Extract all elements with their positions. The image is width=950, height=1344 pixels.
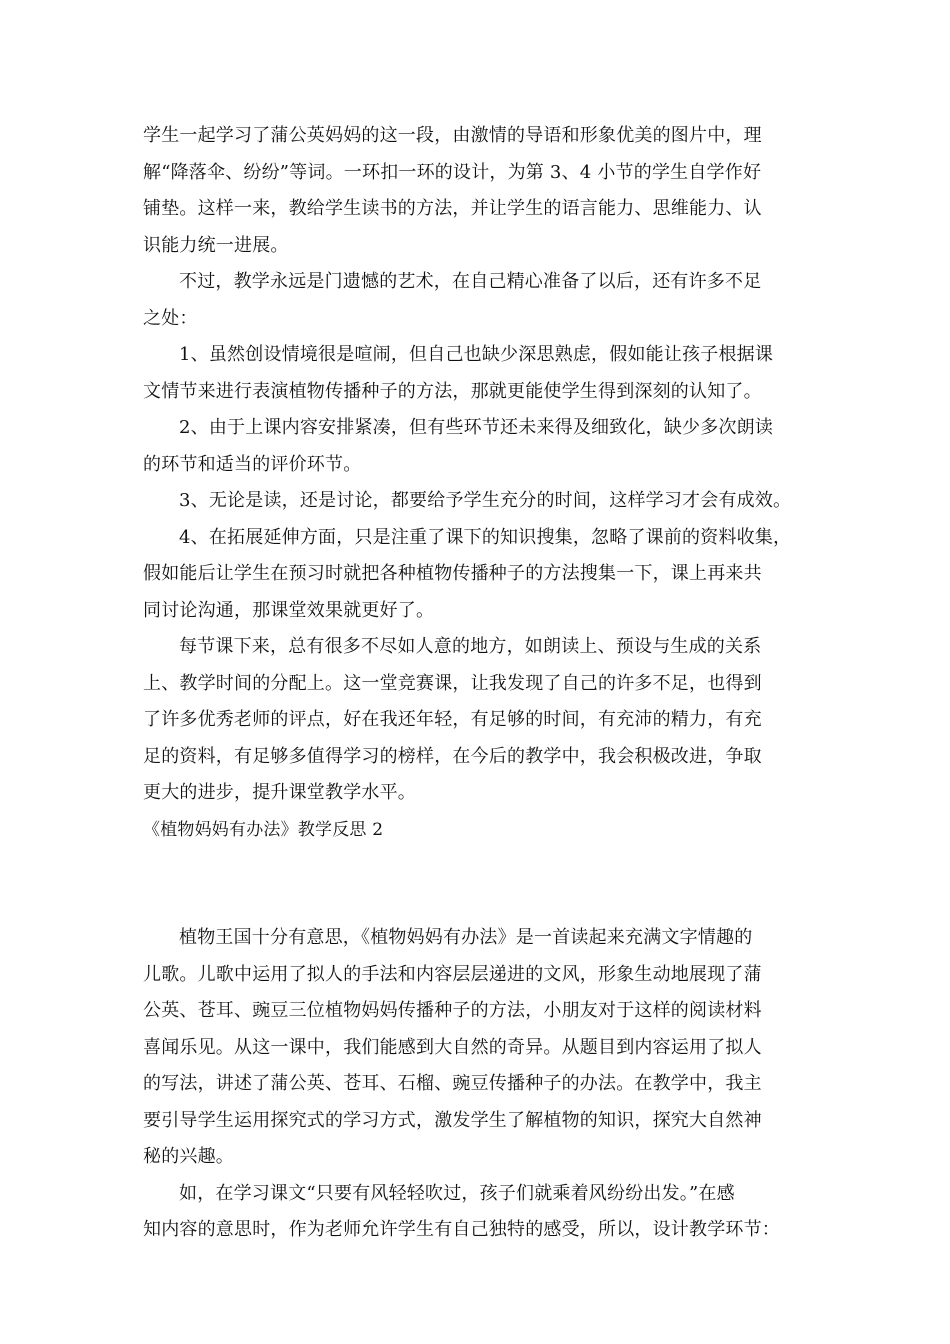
list-item-2 bbox=[143, 410, 823, 483]
text-line: 要引导学生运用探究式的学习方式，激发学生了解植物的知识，探究大自然神 bbox=[143, 1109, 762, 1131]
list-item-1 bbox=[143, 337, 823, 410]
text-line: 了许多优秀老师的评点，好在我还年轻，有足够的时间，有充沛的精力，有充 bbox=[143, 709, 762, 730]
text-line: 每节课下来，总有很多不尽如人意的地方，如朗读上、预设与生成的关系 bbox=[179, 636, 762, 657]
list-item-3 bbox=[143, 483, 823, 520]
text-line: 解“降落伞、纷纷”等词。一环扣一环的设计，为第 3、4 小节的学生自学作好 bbox=[143, 161, 762, 183]
text-line: 识能力统一进展。 bbox=[143, 234, 289, 256]
text-line: 知内容的意思时，作为老师允许学生有自己独特的感受，所以，设计教学环节： bbox=[143, 1219, 780, 1240]
text-line: 如，在学习课文“只要有风轻轻吹过，孩子们就乘着风纷纷出发。”在感 bbox=[179, 1182, 735, 1204]
text-line: 足的资料，有足够多值得学习的榜样，在今后的教学中，我会积极改进，争取 bbox=[143, 745, 762, 767]
text-line: 3、无论是读，还是讨论，都要给予学生充分的时间，这样学习才会有成效。 bbox=[179, 490, 792, 511]
text-line: 儿歌。儿歌中运用了拟人的手法和内容层层递进的文风，形象生动地展现了蒲 bbox=[143, 963, 762, 985]
text-line: 秘的兴趣。 bbox=[143, 1146, 234, 1167]
spacer bbox=[143, 848, 823, 920]
list-item-4 bbox=[143, 520, 823, 630]
text-line: 4、在拓展延伸方面，只是注重了课下的知识搜集，忽略了课前的资料收集， bbox=[179, 526, 792, 548]
paragraph-continuation bbox=[143, 118, 823, 264]
text-line: 的环节和适当的评价环节。 bbox=[143, 453, 362, 475]
paragraph-conclusion bbox=[143, 629, 823, 812]
text-line: 铺垫。这样一来，教给学生读书的方法，并让学生的语言能力、思维能力、认 bbox=[143, 198, 762, 219]
text-line: 的写法，讲述了蒲公英、苍耳、石榴、豌豆传播种子的办法。在教学中，我主 bbox=[143, 1073, 762, 1094]
text-line: 更大的进步，提升课堂教学水平。 bbox=[143, 782, 416, 803]
text-line: 1、虽然创设情境很是喧闹，但自己也缺少深思熟虑，假如能让孩子根据课 bbox=[179, 344, 774, 365]
text-line: 之处： bbox=[143, 307, 198, 329]
paragraph-intro-2 bbox=[143, 920, 823, 1176]
text-line: 植物王国十分有意思，《植物妈妈有办法》是一首读起来充满文字情趣的 bbox=[179, 927, 753, 948]
paragraph-shortcomings-intro bbox=[143, 264, 823, 337]
text-line: 同讨论沟通，那课堂效果就更好了。 bbox=[143, 599, 435, 621]
paragraph-example bbox=[143, 1176, 823, 1249]
text-line: 假如能后让学生在预习时就把各种植物传播种子的方法搜集一下，课上再来共 bbox=[143, 563, 762, 584]
text-line: 2、由于上课内容安排紧凑，但有些环节还未来得及细致化，缺少多次朗读 bbox=[179, 417, 774, 438]
section-heading: 《植物妈妈有办法》教学反思 2 bbox=[143, 819, 384, 840]
text-line: 文情节来进行表演植物传播种子的方法，那就更能使学生得到深刻的认知了。 bbox=[143, 380, 762, 402]
text-line: 上、教学时间的分配上。这一堂竞赛课，让我发现了自己的许多不足，也得到 bbox=[143, 672, 762, 694]
text-line: 不过，教学永远是门遗憾的艺术，在自己精心准备了以后，还有许多不足 bbox=[179, 271, 762, 292]
document-body bbox=[143, 118, 823, 1249]
text-line: 喜闻乐见。从这一课中，我们能感到大自然的奇异。从题目到内容运用了拟人 bbox=[143, 1036, 762, 1058]
text-line: 学生一起学习了蒲公英妈妈的这一段，由激情的导语和形象优美的图片中，理 bbox=[143, 125, 762, 146]
text-line: 公英、苍耳、豌豆三位植物妈妈传播种子的方法，小朋友对于这样的阅读材料 bbox=[143, 1000, 762, 1021]
